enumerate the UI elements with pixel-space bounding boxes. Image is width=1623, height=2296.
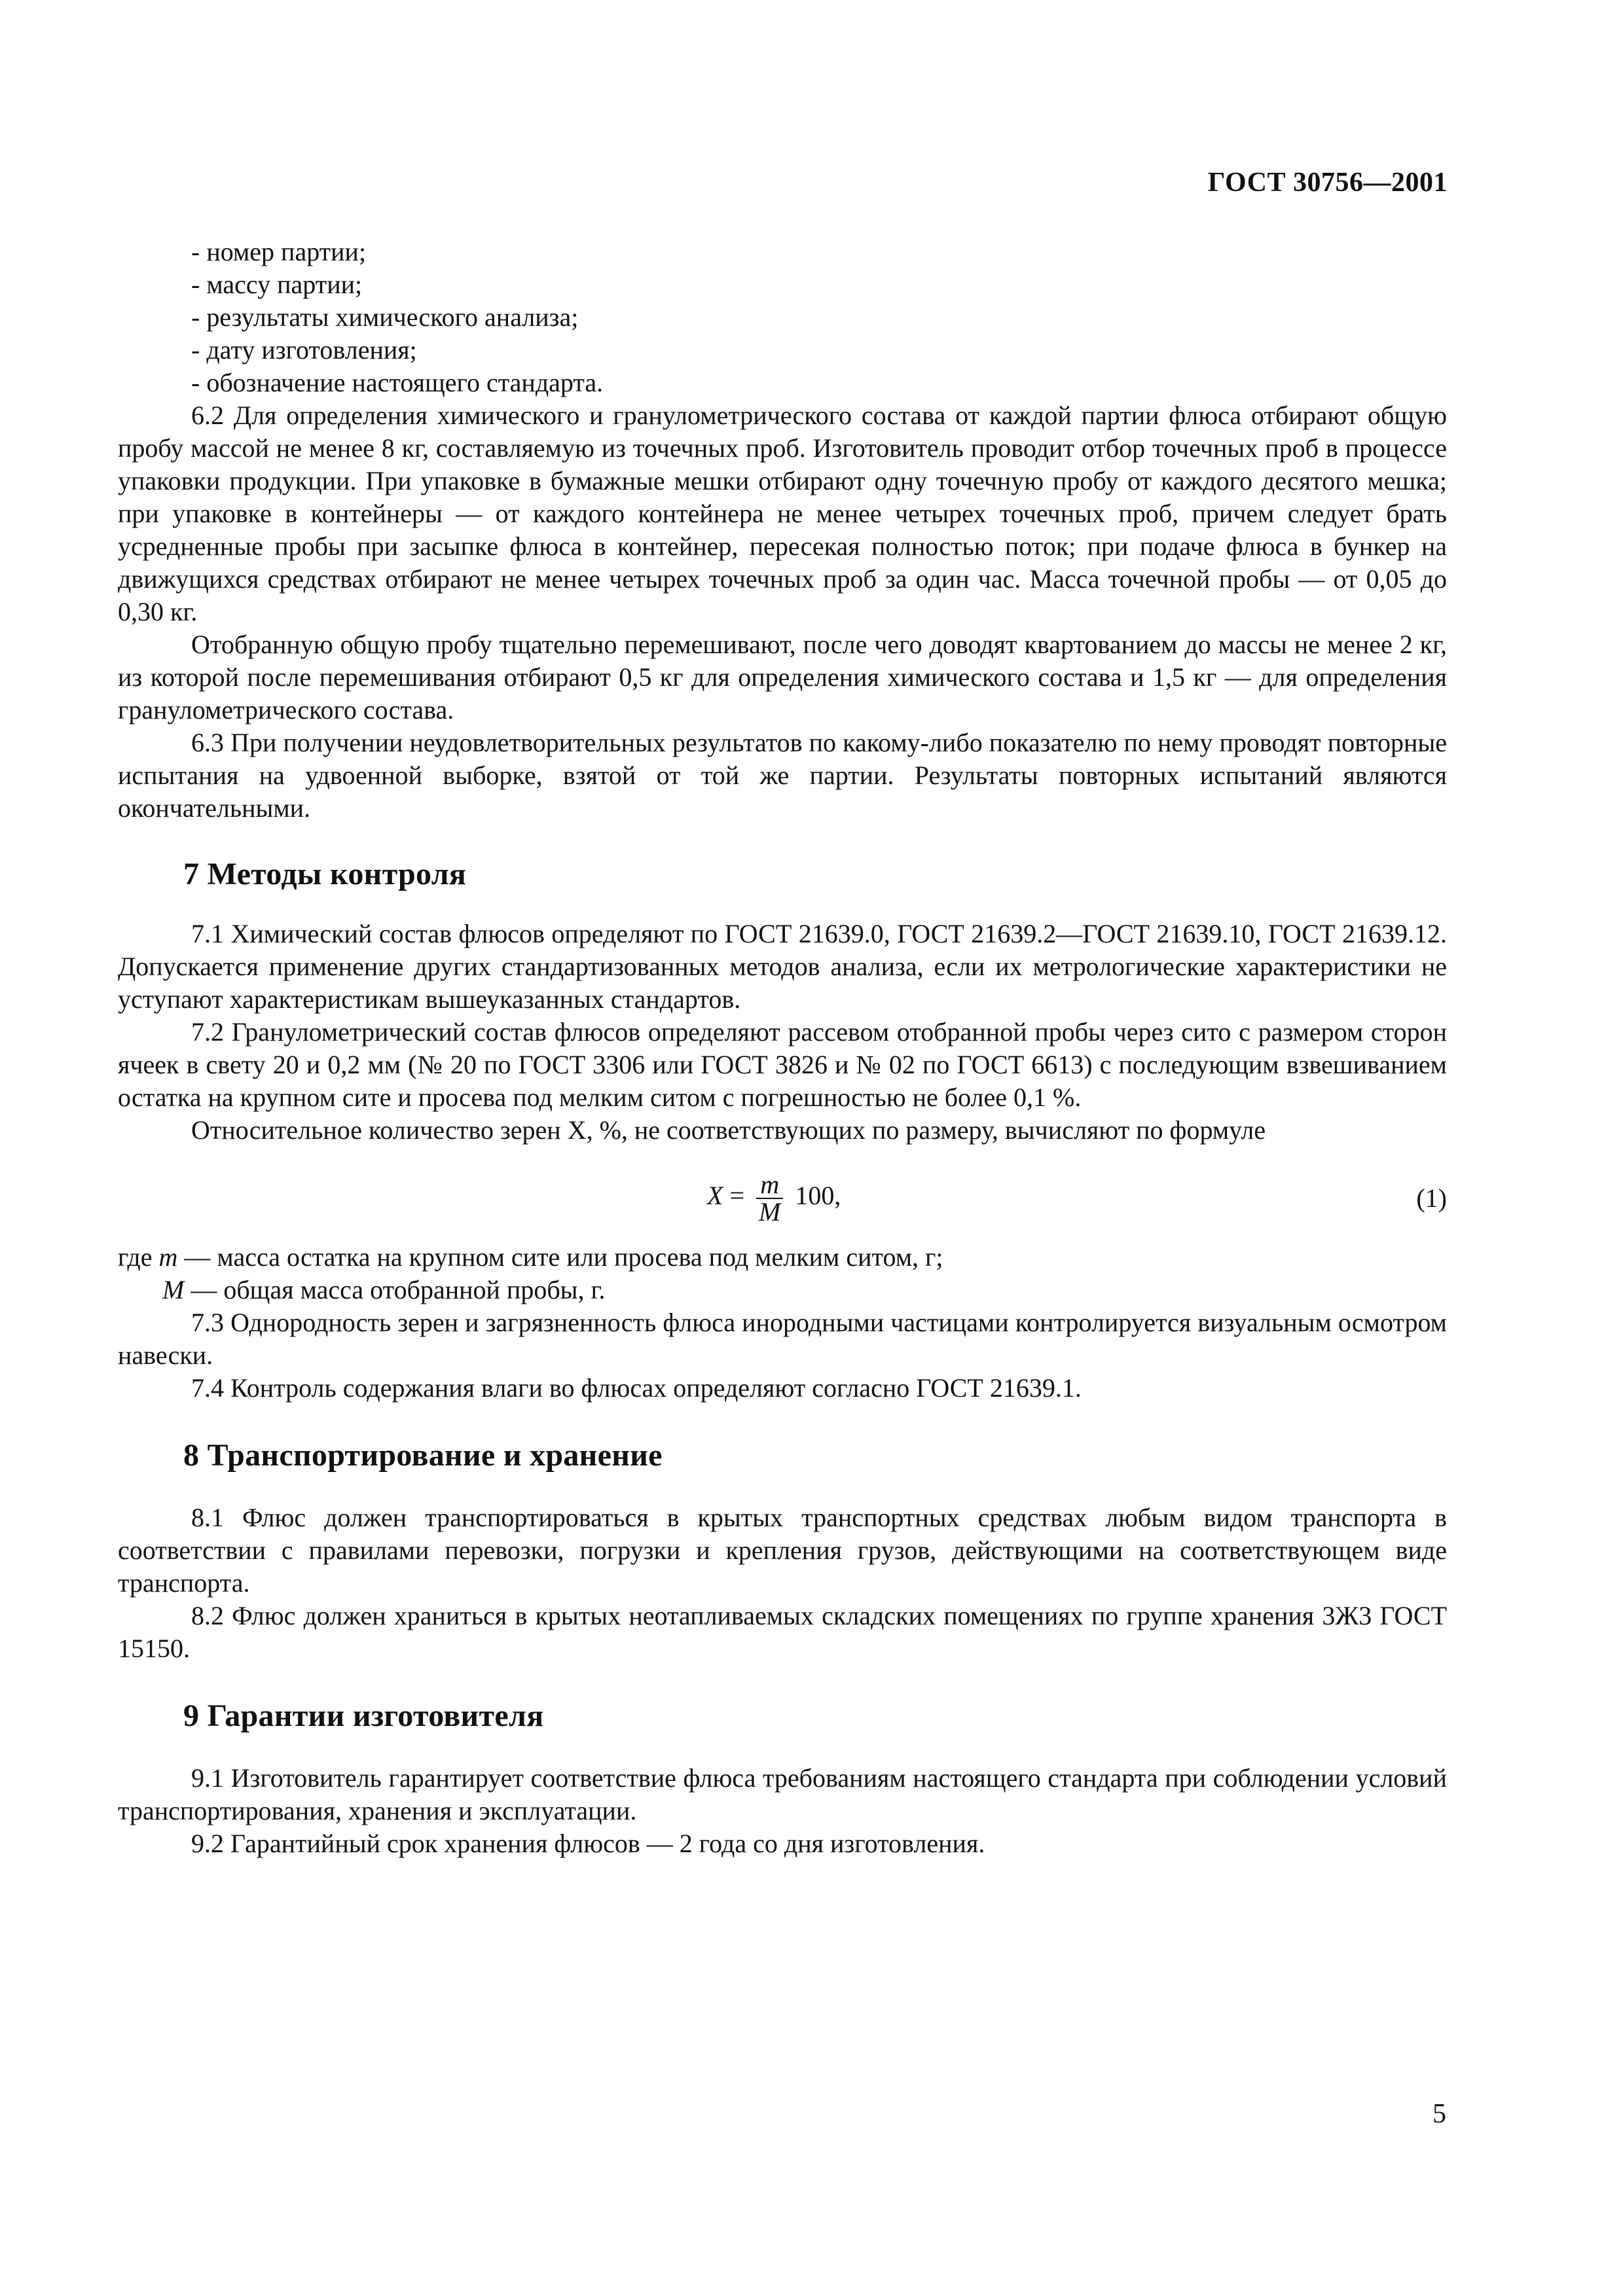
formula-1	[118, 1153, 1447, 1241]
where-prefix: где	[118, 1242, 159, 1272]
section-9-heading: 9 Гарантии изготовителя	[183, 1698, 544, 1733]
list-item: - дату изготовления;	[191, 335, 417, 365]
where-var-m: m	[158, 1242, 178, 1272]
list-item: - массу партии;	[191, 270, 363, 299]
paragraph-8-2: 8.2 Флюс должен храниться в крытых неотапливаемых складских помещениях по группе хранения 3Ж3 ГОСТ 15150.	[118, 1601, 1447, 1663]
formula-number: (1)	[1416, 1183, 1447, 1213]
paragraph-6-2: 6.2 Для определения химического и гранулометрического состава от каждой партии флюса отбирают общую пробу массой не менее 8 кг, составляемую из точечных проб. Изготовитель проводит отбор точечных проб в процессе упаковки продукции. При упаковке в бумажные мешки отбирают одну точечную пробу от каждого десятого мешка; при упаковке в контейнеры — от каждого контейнера не менее четырех точечных проб, причем следует брать усредненные пробы при засыпке флюса в контейнер, пересекая полностью поток; при подаче флюса в бункер на движущихся средствах отбирают не менее четырех точечных проб за один час. Масса точечной пробы — от 0,05 до 0,30 кг.	[118, 401, 1447, 626]
paragraph-9-1: 9.1 Изготовитель гарантирует соответствие флюса требованиям настоящего стандарта при соблюдении условий транспортирования, хранения и эксплуатации.	[118, 1763, 1447, 1825]
paragraph-9-2: 9.2 Гарантийный срок хранения флюсов — 2 года со дня изготовления.	[191, 1829, 985, 1858]
paragraph-7-1: 7.1 Химический состав флюсов определяют по ГОСТ 21639.0, ГОСТ 21639.2—ГОСТ 21639.10, ГОСТ 21639.12. Допускается применение других стандартизованных методов анализа, если их метрологические характеристики не уступают характеристикам вышеуказанных стандартов.	[118, 919, 1447, 1014]
paragraph-7-2: 7.2 Гранулометрический состав флюсов определяют рассевом отобранной пробы через сито с размером сторон ячеек в свету 20 и 0,2 мм (№ 20 по ГОСТ 3306 или ГОСТ 3826 и № 02 по ГОСТ 6613) с последующим взвешиванием остатка на крупном сите и просева под мелким ситом с погрешностью не более 0,1 %.	[118, 1017, 1447, 1112]
list-item: - номер партии;	[191, 237, 367, 266]
where-var-M: M	[162, 1275, 185, 1304]
list-item: - результаты химического анализа;	[191, 302, 579, 332]
paragraph-7-3: 7.3 Однородность зерен и загрязненность флюса инородными частицами контролируется визуальным осмотром навески.	[118, 1308, 1447, 1370]
page-number: 5	[1432, 2099, 1446, 2129]
paragraph-6-3: 6.3 При получении неудовлетворительных результатов по какому-либо показателю по нему проводят повторные испытания на удвоенной выборке, взятой от той же партии. Результаты повторных испытаний являются окончательными.	[118, 728, 1447, 823]
paragraph-7-4: 7.4 Контроль содержания влаги во флюсах определяют согласно ГОСТ 21639.1.	[191, 1373, 1082, 1403]
formula-equals: =	[729, 1181, 744, 1211]
formula-fraction	[756, 1172, 783, 1225]
paragraph-7-2-continued: Относительное количество зерен X, %, не соответствующих по размеру, вычисляют по формуле	[191, 1115, 1266, 1145]
where-desc-M: — общая масса отобранной пробы, г.	[184, 1275, 606, 1304]
where-desc-m: — масса остатка на крупном сите или просева под мелким ситом, г;	[177, 1242, 943, 1272]
paragraph-6-2-continued: Отобранную общую пробу тщательно перемешивают, после чего доводят квартованием до массы не менее 2 кг, из которой после перемешивания отбирают 0,5 кг для определения химического состава и 1,5 кг — для определения гранулометрического состава.	[118, 630, 1447, 725]
section-7-heading: 7 Методы контроля	[183, 857, 467, 891]
section-8-heading: 8 Транспортирование и хранение	[183, 1438, 663, 1473]
standard-header: ГОСТ 30756—2001	[1207, 168, 1448, 198]
list-item: - обозначение настоящего стандарта.	[191, 368, 604, 397]
where-line-1	[118, 1241, 1447, 1274]
formula-denominator: M	[759, 1197, 781, 1227]
page-content	[118, 236, 1447, 1860]
formula-lhs: X	[707, 1181, 723, 1211]
where-line-2	[118, 1274, 1447, 1306]
formula-rhs: 100,	[795, 1181, 841, 1211]
formula-expression	[707, 1172, 841, 1225]
formula-numerator: m	[756, 1172, 783, 1199]
paragraph-8-1: 8.1 Флюс должен транспортироваться в крытых транспортных средствах любым видом транспорта в соответствии с правилами перевозки, погрузки и крепления грузов, действующими на соответствующем виде транспорта.	[118, 1503, 1447, 1598]
